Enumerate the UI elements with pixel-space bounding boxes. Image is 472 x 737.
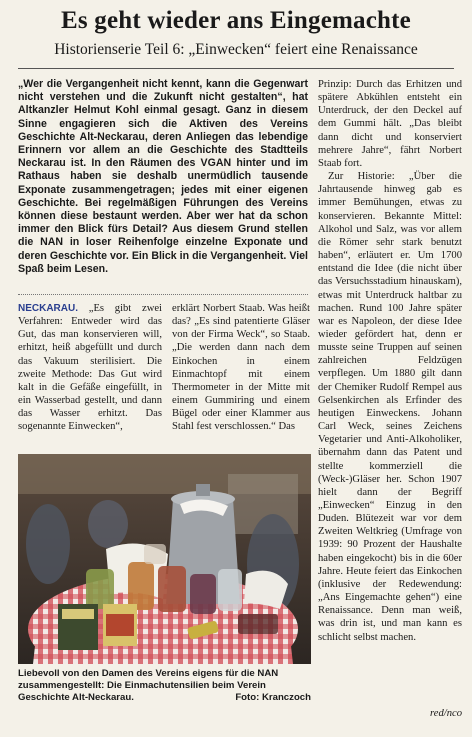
headline: Es geht wieder ans Eingemachte <box>61 7 411 34</box>
photo-credit: Foto: Kranczoch <box>235 692 311 703</box>
body-column-2: erklärt Norbert Staab. Was heißt das? „Es sind patentierte Gläser von der Firma Weck“, so Staab. „Die werden dann nach dem Einkochen in einem Einmachtopf mit einem Thermometer in der Mitte mit einem Gummiring und einem Bügel oder einer Klammer aus Stahl fest verschlossen.“ Das <box>172 303 310 433</box>
dateline: NECKARAU. <box>18 303 78 314</box>
photo-illustration <box>18 454 311 664</box>
body-column-1 <box>18 302 162 434</box>
intro-paragraph: „Wer die Vergangenheit nicht kennt, kann die Gegenwart nicht verstehen und die Zukunft nicht gestalten“, hat Altkanzler Helmut Kohl einmal gesagt. Ganz in diesem Sinne engagieren sich die Aktiven des Vereins Geschichte Alt-Neckarau, deren Anliegen das lebendige Erinnern vor allem an die Geschichte des Stadtteils Neckarau ist. In den Räumen des VGAN hinter und im Rathaus haben sie deshalb unermüdlich tausende Exponate zusammengetragen; jedes mit einer eigenen Geschichte. Bei regelmäßigen Führungen des Vereins können diese bestaunt werden. Aber wer hat da schon immer den Blick fürs Detail? Aus diesem Grund stellen die NAN in loser Reihenfolge einzelne Exponate und deren Geschichte vor. Ein Blick in die Vergangenheit. Viel Spaß beim Lesen. <box>18 78 308 275</box>
article-photo <box>18 454 311 664</box>
body-column-3-paragraph-2: Zur Historie: „Über die Jahrtausende hinweg gab es immer Bemühungen, etwas zu konservieren. Bekannte Mittel: Alkohol und Salz, was vor allem die Römer sehr stark benutzt haben“, erläutert er. Um 1700 entstand die Idee (die nicht über das Versuchsstadium hinauskam), etwas mit Unterdruck haltbar zu machen. Rund 100 Jahre später war es Napoleon, der diese Idee wieder gefördert hat, denn er musste seine Truppen auf seinen zahlreichen Feldzügen verpflegen. Um 1880 gilt dann der Chemiker Rudolf Rempel aus Gelsenkirchen als Erfinder des heutigen Einweckens. Johann Carl Weck, seines Zeichens Vegetarier und Anti-Alkoholiker, übernahm dann das Patent und stellte kommerziell die (Weck-)Gläser her. Schon 1907 hielt dann der Begriff „Einwecken“ Einzug in den Duden. Blütezeit war vor dem Zweiten Weltkrieg (Umfrage von 1939: 90 Prozent der Haushalte haben eingekocht) bis in die 60er Jahre. Heute feiert das Einkochen (inklusive der Redewendung: „Ans Eingemachte gehen“) eine Renaissance. Denn man weiß, was drin ist, und man kann es schlicht selbst machen. <box>318 171 462 643</box>
photo-caption <box>18 668 311 704</box>
headline-divider <box>18 68 454 69</box>
body-column-1-text: „Es gibt zwei Verfahren: Entweder wird das Gut, das man konservieren will, erhitzt, heiß abgefüllt und durch das Vakuum sterilisiert. Die zweite Methode: Das Gut wird kalt in die Gefäße eingefüllt, in ein Wasserbad gestellt, und dann das Wasser erhitzt. Das sogenannte Einwecken“, <box>18 303 162 433</box>
subheadline: Historienserie Teil 6: „Einwecken“ feiert eine Renaissance <box>54 41 418 58</box>
author-signature: red/nco <box>430 708 462 719</box>
body-column-3-paragraph-1: Prinzip: Durch das Erhitzen und spätere Abkühlen entsteht ein Unterdruck, der den Deckel auf dem Gummi hält. „Das bleibt dann dicht und konserviert mehrere Jahre“, fährt Norbert Staab fort. <box>318 79 462 169</box>
body-column-3 <box>318 78 462 644</box>
dotted-separator <box>18 294 308 295</box>
photo-caption-text: Liebevoll von den Damen des Vereins eigens für die NAN zusammengestellt: Die Einmachutensilien beim Verein Geschichte Alt-Neckarau. <box>18 668 279 703</box>
